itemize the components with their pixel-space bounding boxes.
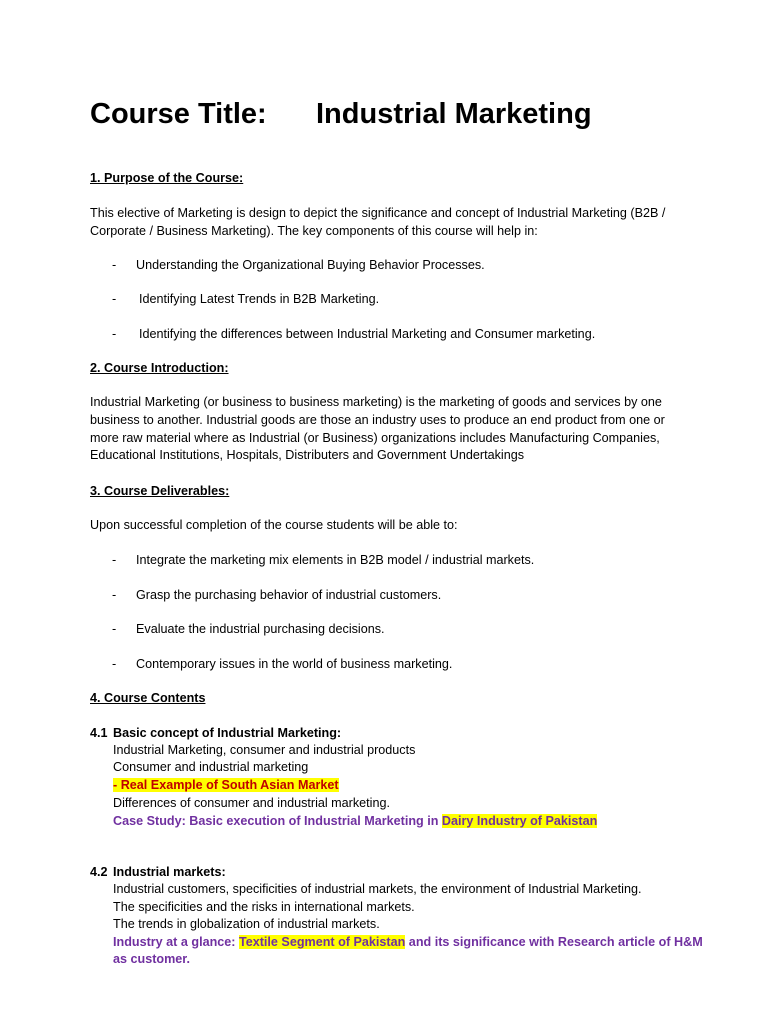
subsection-4-1-line-2: Consumer and industrial marketing xyxy=(113,760,309,774)
section-1-para-line-1: This elective of Marketing is design to depict the significance and concept of Industrial Marketing (B2B / xyxy=(90,206,666,220)
subsection-4-1-number: 4.1 xyxy=(90,726,108,740)
subsection-4-2-line-2: The specificities and the risks in international markets. xyxy=(113,900,415,914)
case-study-line xyxy=(113,812,597,830)
course-title-value: Industrial Marketing xyxy=(316,98,592,130)
subsection-4-1-line-3: Differences of consumer and industrial marketing. xyxy=(113,796,390,810)
bullet-dash: - xyxy=(112,292,117,306)
section-4-heading: 4. Course Contents xyxy=(90,691,206,705)
south-asian-market-highlight: - Real Example of South Asian Market xyxy=(113,778,339,792)
intro-line-3: more raw material where as Industrial (or Business) organizations includes Manufacturing Companies, xyxy=(90,431,660,445)
subsection-4-1-highlight-row xyxy=(113,776,339,794)
bullet-dash: - xyxy=(112,327,117,341)
intro-line-4: Educational Institutions, Hospitals, Distributers and Government Undertakings xyxy=(90,448,524,462)
subsection-4-2-line-1: Industrial customers, specificities of industrial markets, the environment of Industrial Marketing. xyxy=(113,882,642,896)
deliverables-intro: Upon successful completion of the course students will be able to: xyxy=(90,518,458,532)
section-1-para-line-2: Corporate / Business Marketing). The key components of this course will help in: xyxy=(90,224,538,238)
purpose-bullet-3: Identifying the differences between Industrial Marketing and Consumer marketing. xyxy=(139,327,596,341)
subsection-4-1-title: Basic concept of Industrial Marketing: xyxy=(113,726,342,740)
section-3-heading: 3. Course Deliverables: xyxy=(90,484,230,498)
bullet-dash: - xyxy=(112,553,117,567)
bullet-dash: - xyxy=(112,657,117,671)
intro-line-2: business to another. Industrial goods are those an industry uses to produce an end product from one or xyxy=(90,413,665,427)
industry-glance-suffix: and its significance with Research article of H&M xyxy=(405,935,703,949)
course-title xyxy=(90,94,592,134)
deliverable-bullet-3: Evaluate the industrial purchasing decisions. xyxy=(136,622,385,636)
subsection-4-2-number: 4.2 xyxy=(90,865,108,879)
subsection-4-2-line-3: The trends in globalization of industrial markets. xyxy=(113,917,380,931)
intro-line-1: Industrial Marketing (or business to business marketing) is the marketing of goods and services by one xyxy=(90,395,662,409)
bullet-dash: - xyxy=(112,622,117,636)
textile-segment-highlight: Textile Segment of Pakistan xyxy=(238,935,406,949)
industry-glance-line-2: as customer. xyxy=(113,952,191,966)
dairy-industry-highlight: Dairy Industry of Pakistan xyxy=(441,814,598,828)
deliverable-bullet-2: Grasp the purchasing behavior of industrial customers. xyxy=(136,588,442,602)
purpose-bullet-1: Understanding the Organizational Buying Behavior Processes. xyxy=(136,258,485,272)
industry-glance-line xyxy=(113,933,703,951)
bullet-dash: - xyxy=(112,588,117,602)
subsection-4-1-line-1: Industrial Marketing, consumer and industrial products xyxy=(113,743,416,757)
deliverable-bullet-1: Integrate the marketing mix elements in B2B model / industrial markets. xyxy=(136,553,535,567)
bullet-dash: - xyxy=(112,258,117,272)
industry-glance-prefix: Industry at a glance: xyxy=(113,935,239,949)
purpose-bullet-2: Identifying Latest Trends in B2B Marketing. xyxy=(139,292,380,306)
deliverable-bullet-4: Contemporary issues in the world of business marketing. xyxy=(136,657,453,671)
case-study-text: Case Study: Basic execution of Industrial Marketing in xyxy=(113,814,442,828)
course-title-label: Course Title: xyxy=(90,98,267,130)
section-2-heading: 2. Course Introduction: xyxy=(90,361,229,375)
section-1-heading: 1. Purpose of the Course: xyxy=(90,171,244,185)
subsection-4-2-title: Industrial markets: xyxy=(113,865,226,879)
